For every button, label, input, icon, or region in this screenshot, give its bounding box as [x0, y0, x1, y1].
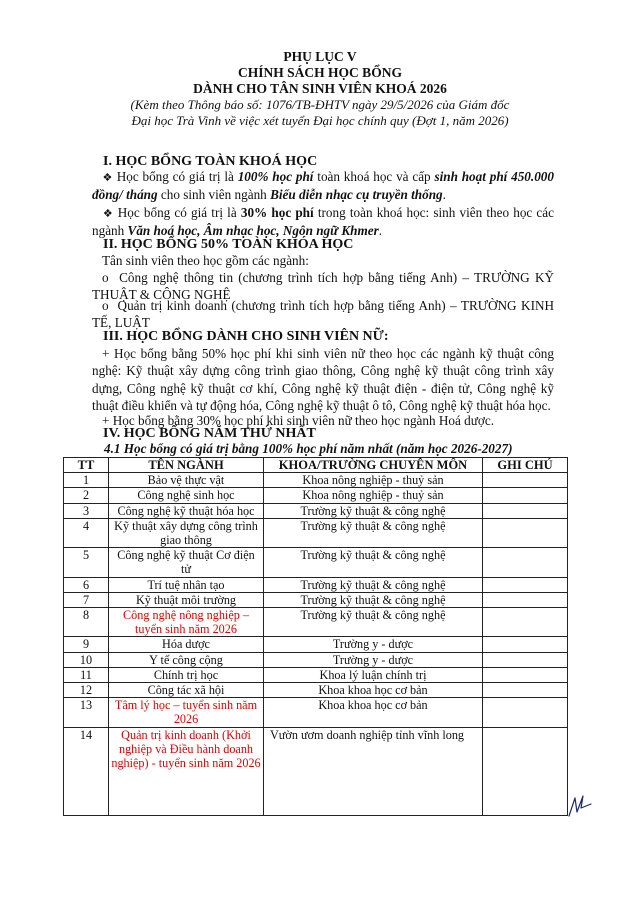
department-name: Trường kỹ thuật & công nghệ — [264, 577, 483, 592]
row-number: 1 — [64, 473, 109, 488]
row-note — [483, 473, 568, 488]
table-row — [64, 727, 568, 815]
section-3-paragraph-2: + Học bổng bằng 30% học phí khi sinh viên nữ theo học ngành Hoá dược. — [102, 413, 495, 428]
row-note — [483, 503, 568, 518]
table-row — [64, 667, 568, 682]
section-2-intro: Tân sinh viên theo học gồm các ngành: — [102, 253, 309, 268]
section-4-subheading: 4.1 Học bổng có giá trị bằng 100% học phí năm nhất (năm học 2026-2027) — [104, 441, 513, 456]
major-name: Công nghệ sinh học — [109, 488, 264, 503]
row-number: 5 — [64, 548, 109, 577]
row-note — [483, 488, 568, 503]
scholarship-table — [63, 457, 568, 816]
row-number: 11 — [64, 667, 109, 682]
row-note — [483, 652, 568, 667]
row-note — [483, 518, 568, 547]
row-number: 9 — [64, 637, 109, 652]
major-name: Kỹ thuật xây dựng công trình giao thông — [109, 518, 264, 547]
major-name: Quản trị kinh doanh (Khởi nghiệp và Điều hành doanh nghiệp) - tuyển sinh năm 2026 — [109, 727, 264, 815]
section-1-paragraph-2: ❖ Học bổng có giá trị là 30% học phí trong toàn khoá học: sinh viên theo học các ngành Văn hoá học, Âm nhạc học, Ngôn ngữ Khmer. — [92, 205, 554, 239]
row-note — [483, 577, 568, 592]
department-name: Trường kỹ thuật & công nghệ — [264, 608, 483, 637]
department-name: Trường kỹ thuật & công nghệ — [264, 518, 483, 547]
column-header-name: TÊN NGÀNH — [109, 458, 264, 473]
major-name: Y tế công cộng — [109, 652, 264, 667]
column-header-department: KHOA/TRƯỜNG CHUYÊN MÔN — [264, 458, 483, 473]
row-note — [483, 637, 568, 652]
row-note — [483, 548, 568, 577]
reference-note-line2: Đại học Trà Vinh về việc xét tuyển Đại học chính quy (Đợt 1, năm 2026) — [131, 113, 509, 128]
table-row — [64, 503, 568, 518]
row-note — [483, 683, 568, 698]
row-number: 10 — [64, 652, 109, 667]
section-4-heading: IV. HỌC BỔNG NĂM THỨ NHẤT — [103, 426, 316, 441]
row-number: 2 — [64, 488, 109, 503]
section-3-paragraph-1: + Học bổng bằng 50% học phí khi sinh viên nữ theo học các ngành kỹ thuật công nghệ: Kỹ thuật xây dựng công trình giao thông, Công nghệ kỹ thuật công trình xây dựng, Công nghệ kỹ thuật cơ khí, Công nghệ kỹ thuật điện - điện tử, Công nghệ kỹ thuật điều khiển và tự động hóa, Công nghệ kỹ thuật ô tô, Công nghệ kỹ thuật hóa học. — [92, 346, 554, 413]
row-note — [483, 608, 568, 637]
table-row — [64, 698, 568, 727]
row-number: 4 — [64, 518, 109, 547]
major-name: Hóa dược — [109, 637, 264, 652]
table-row — [64, 652, 568, 667]
department-name: Trường y - dược — [264, 637, 483, 652]
department-name: Trường kỹ thuật & công nghệ — [264, 592, 483, 607]
row-number: 14 — [64, 727, 109, 815]
column-header-note: GHI CHÚ — [483, 458, 568, 473]
diamond-bullet-icon: ❖ — [102, 171, 113, 184]
major-name: Trí tuệ nhân tạo — [109, 577, 264, 592]
reference-note-line1: (Kèm theo Thông báo số: 1076/TB-ĐHTV ngày 29/5/2026 của Giám đốc — [130, 97, 510, 112]
department-name: Vườn ươm doanh nghiệp tỉnh vĩnh long — [264, 727, 483, 815]
major-name: Kỹ thuật môi trường — [109, 592, 264, 607]
department-name: Khoa lý luận chính trị — [264, 667, 483, 682]
row-note — [483, 592, 568, 607]
row-number: 8 — [64, 608, 109, 637]
diamond-bullet-icon: ❖ — [102, 207, 114, 220]
department-name: Khoa khoa học cơ bản — [264, 698, 483, 727]
section-1-paragraph-1: ❖ Học bổng có giá trị là 100% học phí toàn khoá học và cấp sinh hoạt phí 450.000 đồng/ tháng cho sinh viên ngành Biểu diễn nhạc cụ truyền thống. — [92, 169, 554, 203]
row-note — [483, 698, 568, 727]
row-number: 3 — [64, 503, 109, 518]
section-2-item-1: o Công nghệ thông tin (chương trình tích hợp bằng tiếng Anh) – TRƯỜNG KỸ THUẬT & CÔNG NGHỆ — [92, 270, 554, 303]
department-name: Trường kỹ thuật & công nghệ — [264, 548, 483, 577]
circle-bullet-icon: o — [102, 298, 109, 313]
target-title: DÀNH CHO TÂN SINH VIÊN KHOÁ 2026 — [193, 81, 447, 96]
major-name: Chính trị học — [109, 667, 264, 682]
major-name: Công nghệ nông nghiệp – tuyển sinh năm 2026 — [109, 608, 264, 637]
column-header-tt: TT — [64, 458, 109, 473]
row-note — [483, 667, 568, 682]
major-name: Bảo vệ thực vật — [109, 473, 264, 488]
row-number: 12 — [64, 683, 109, 698]
department-name: Trường y - dược — [264, 652, 483, 667]
table-header-row — [64, 458, 568, 473]
major-name: Công tác xã hội — [109, 683, 264, 698]
table-row — [64, 637, 568, 652]
department-name: Trường kỹ thuật & công nghệ — [264, 503, 483, 518]
table-row — [64, 592, 568, 607]
appendix-title: PHỤ LỤC V — [283, 49, 357, 64]
major-name: Công nghệ kỹ thuật Cơ điện tử — [109, 548, 264, 577]
major-name: Công nghệ kỹ thuật hóa học — [109, 503, 264, 518]
table-row — [64, 683, 568, 698]
department-name: Khoa khoa học cơ bản — [264, 683, 483, 698]
table-row — [64, 473, 568, 488]
table-row — [64, 608, 568, 637]
table-row — [64, 577, 568, 592]
department-name: Khoa nông nghiệp - thuỷ sản — [264, 473, 483, 488]
section-3-heading: III. HỌC BỔNG DÀNH CHO SINH VIÊN NỮ: — [103, 329, 389, 344]
circle-bullet-icon: o — [102, 270, 109, 285]
section-2-heading: II. HỌC BỔNG 50% TOÀN KHÓA HỌC — [103, 237, 354, 252]
section-2-item-2: o Quản trị kinh doanh (chương trình tích hợp bằng tiếng Anh) – TRƯỜNG KINH TẾ, LUẬT — [92, 298, 555, 331]
major-name: Tâm lý học – tuyển sinh năm 2026 — [109, 698, 264, 727]
department-name: Khoa nông nghiệp - thuỷ sản — [264, 488, 483, 503]
table-row — [64, 518, 568, 547]
section-1-heading: I. HỌC BỔNG TOÀN KHOÁ HỌC — [103, 154, 318, 169]
row-number: 6 — [64, 577, 109, 592]
policy-title: CHÍNH SÁCH HỌC BỔNG — [238, 65, 402, 80]
row-number: 13 — [64, 698, 109, 727]
row-number: 7 — [64, 592, 109, 607]
handwritten-initial-mark — [565, 790, 595, 820]
row-note — [483, 727, 568, 815]
table-row — [64, 548, 568, 577]
table-row — [64, 488, 568, 503]
